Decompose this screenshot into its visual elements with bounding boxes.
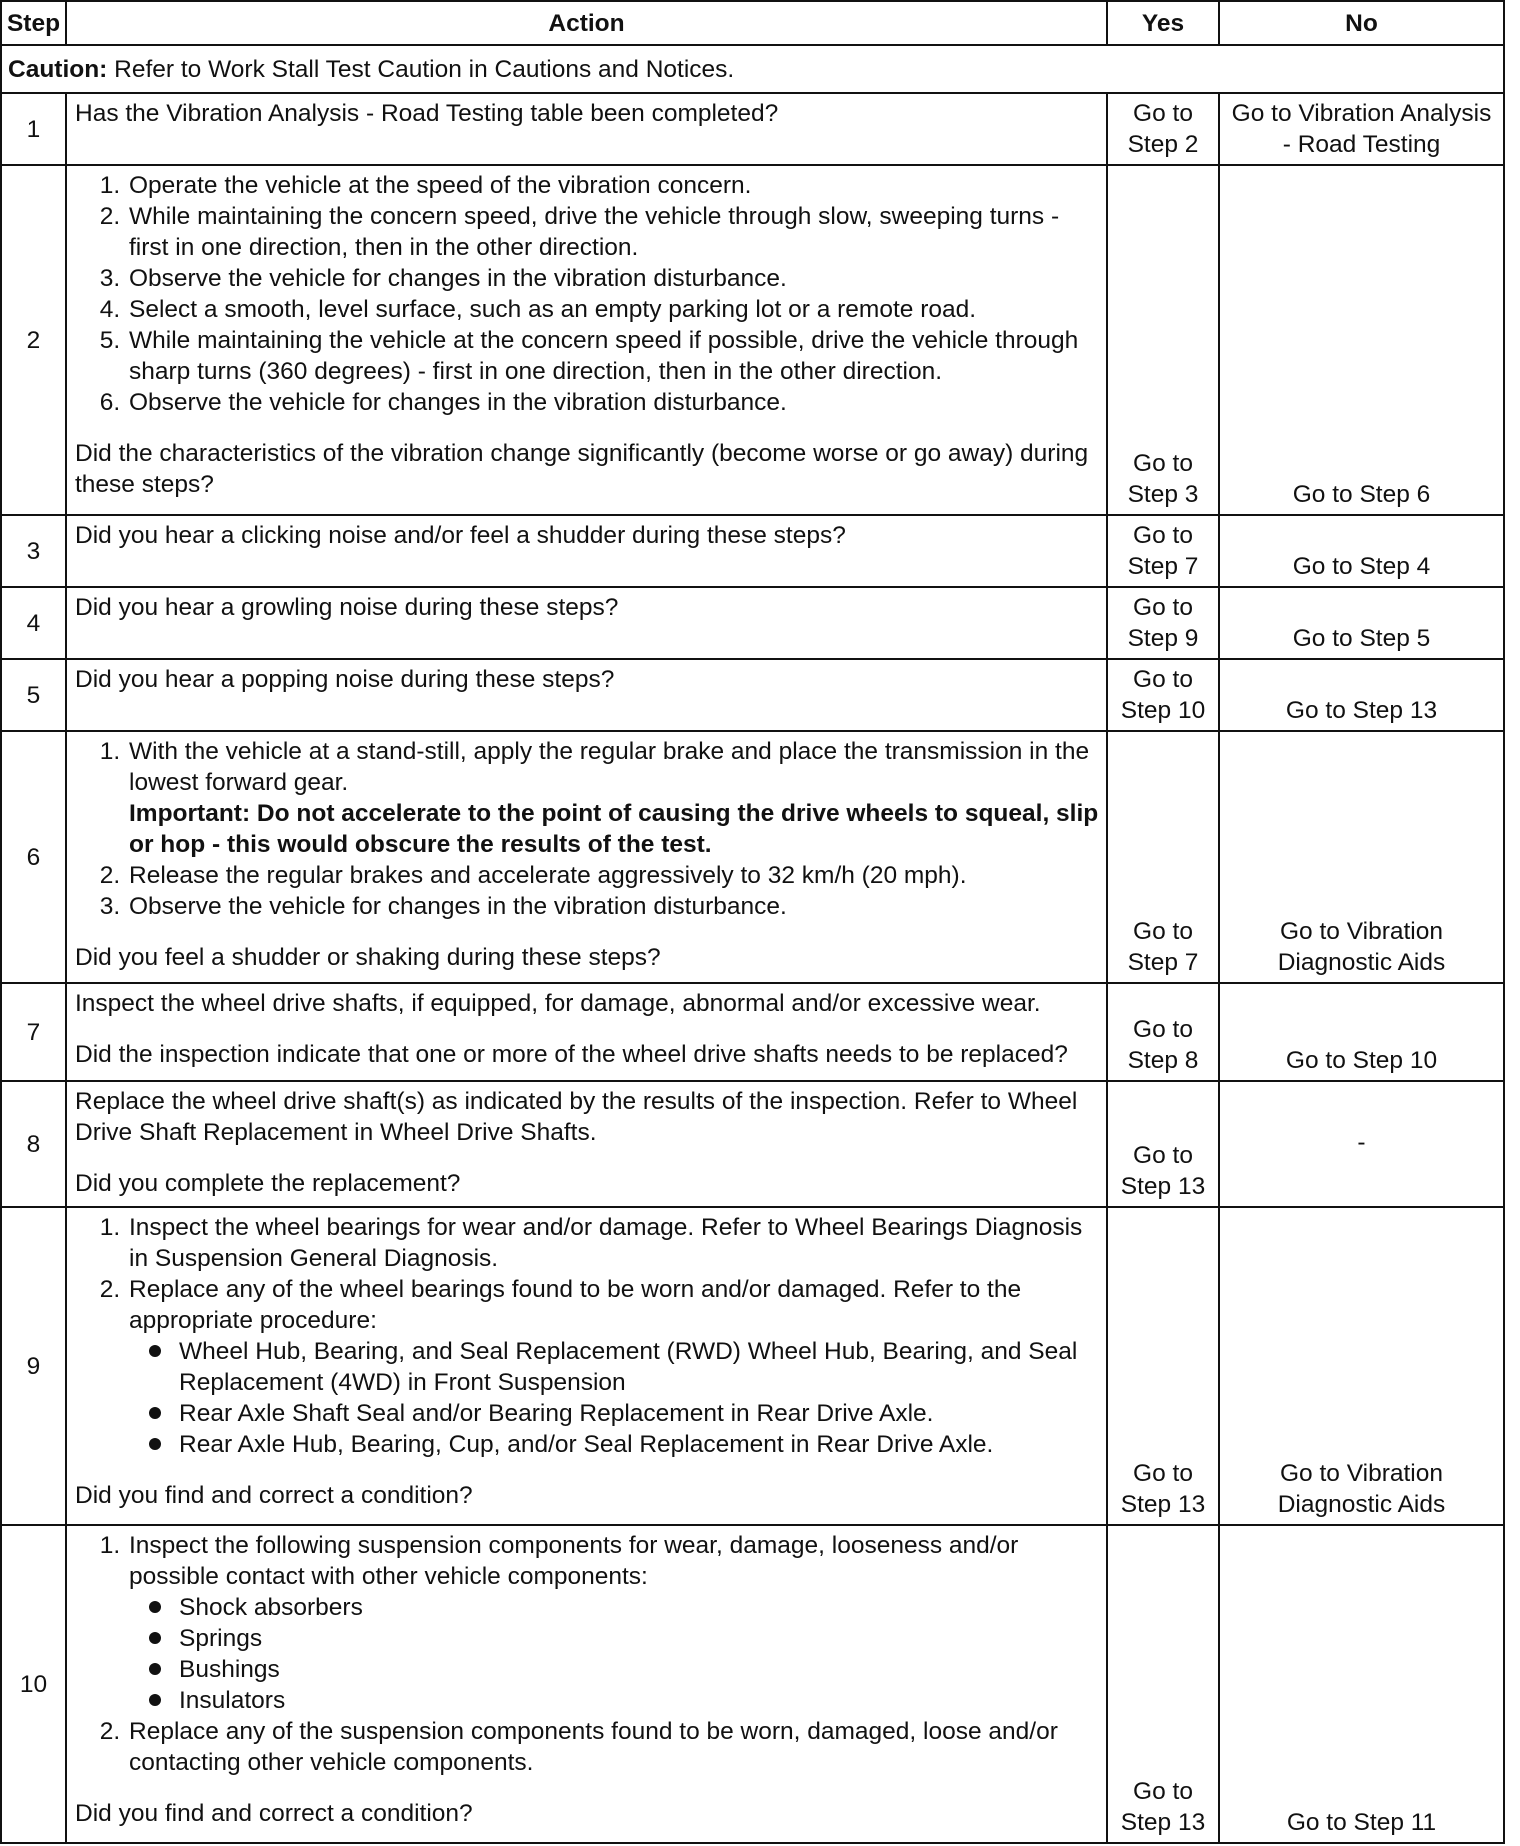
no-text: Go to Step 6 xyxy=(1292,481,1431,508)
bullet-item: Rear Axle Shaft Seal and/or Bearing Replacement in Rear Drive Axle. xyxy=(179,1398,1100,1429)
list-item xyxy=(127,1530,1100,1716)
list-item: 6. Observe the vehicle for changes in the vibration disturbance. xyxy=(127,387,1100,418)
header-yes: Yes xyxy=(1107,1,1219,45)
yes-text: Go to xyxy=(1133,594,1193,621)
list-item xyxy=(127,736,1100,860)
step-number: 9 xyxy=(1,1207,66,1525)
yes-text: Step 13 xyxy=(1120,1809,1206,1836)
yes-text: Go to xyxy=(1133,666,1193,693)
step-number: 7 xyxy=(1,983,66,1081)
bullet-list xyxy=(129,1336,1100,1460)
list-item: 1. Inspect the wheel bearings for wear and/or damage. Refer to Wheel Bearings Diagnosis in Suspension General Diagnosis. xyxy=(127,1212,1100,1274)
caution-row xyxy=(1,45,1504,93)
yes-text: Go to xyxy=(1133,1142,1193,1169)
list-item xyxy=(127,1274,1100,1460)
yes-text: Go to xyxy=(1133,918,1193,945)
no-cell xyxy=(1219,731,1504,983)
no-cell xyxy=(1219,1525,1504,1843)
yes-text: Go to xyxy=(1133,522,1193,549)
question-text: Did you hear a clicking noise and/or feel a shudder during these steps? xyxy=(75,522,846,549)
bullet-item: Wheel Hub, Bearing, and Seal Replacement (RWD) Wheel Hub, Bearing, and Seal Replacement (4WD) in Front Suspension xyxy=(179,1336,1100,1398)
header-action: Action xyxy=(66,1,1107,45)
no-text: Go to Vibration xyxy=(1280,918,1443,945)
no-text: Diagnostic Aids xyxy=(1277,1491,1446,1518)
header-no: No xyxy=(1219,1,1504,45)
list-item: 1. Operate the vehicle at the speed of the vibration concern. xyxy=(127,170,1100,201)
step-number: 1 xyxy=(1,93,66,165)
step-number: 5 xyxy=(1,659,66,731)
action-cell xyxy=(66,1525,1107,1843)
yes-cell xyxy=(1107,731,1219,983)
bullet-list xyxy=(129,1592,1100,1716)
bullet-item: Bushings xyxy=(179,1654,1100,1685)
no-cell xyxy=(1219,659,1504,731)
question-text: Did you hear a growling noise during these steps? xyxy=(75,594,619,621)
question-text: Did the characteristics of the vibration change significantly (become worse or go away) during these steps? xyxy=(75,440,1089,498)
list-item-text: Inspect the following suspension components for wear, damage, looseness and/or possible contact with other vehicle components: xyxy=(129,1532,1019,1590)
yes-cell xyxy=(1107,587,1219,659)
question-text: Did you find and correct a condition? xyxy=(75,1800,473,1827)
no-text: Go to Step 11 xyxy=(1286,1809,1437,1836)
no-text: Go to Step 5 xyxy=(1292,625,1431,652)
no-cell xyxy=(1219,587,1504,659)
action-cell xyxy=(66,659,1107,731)
yes-text: Step 9 xyxy=(1127,625,1199,652)
step-number: 4 xyxy=(1,587,66,659)
step-number: 10 xyxy=(1,1525,66,1843)
action-text: Replace the wheel drive shaft(s) as indicated by the results of the inspection. Refer to Wheel Drive Shaft Replacement in Wheel Drive Shafts. xyxy=(75,1088,1078,1146)
table-row xyxy=(1,1207,1504,1525)
no-text: Go to Vibration Analysis xyxy=(1231,100,1492,127)
yes-cell xyxy=(1107,1207,1219,1525)
list-item-text: Replace any of the wheel bearings found to be worn and/or damaged. Refer to the appropriate procedure: xyxy=(129,1276,1022,1334)
bullet-item: Springs xyxy=(179,1623,1100,1654)
table-row xyxy=(1,515,1504,587)
table-row xyxy=(1,93,1504,165)
header-step: Step xyxy=(1,1,66,45)
no-text: Go to Step 4 xyxy=(1292,553,1431,580)
yes-text: Go to xyxy=(1133,1016,1193,1043)
yes-text: Go to xyxy=(1133,1778,1193,1805)
yes-text: Go to xyxy=(1133,1460,1193,1487)
question-text: Did you complete the replacement? xyxy=(75,1170,461,1197)
no-text: - Road Testing xyxy=(1282,131,1441,158)
procedure-list xyxy=(75,170,1100,418)
table-row xyxy=(1,659,1504,731)
no-cell xyxy=(1219,983,1504,1081)
yes-cell xyxy=(1107,1525,1219,1843)
no-text: Go to Vibration xyxy=(1280,1460,1443,1487)
list-item: 2. Release the regular brakes and accelerate aggressively to 32 km/h (20 mph). xyxy=(127,860,1100,891)
no-cell xyxy=(1219,1207,1504,1525)
yes-text: Step 13 xyxy=(1120,1173,1206,1200)
list-item: 3. Observe the vehicle for changes in the vibration disturbance. xyxy=(127,263,1100,294)
yes-text: Step 8 xyxy=(1127,1047,1199,1074)
table-row xyxy=(1,1525,1504,1843)
bullet-item: Insulators xyxy=(179,1685,1100,1716)
question-text: Did you feel a shudder or shaking during these steps? xyxy=(75,944,661,971)
yes-cell xyxy=(1107,515,1219,587)
action-cell xyxy=(66,731,1107,983)
no-text: Go to Step 13 xyxy=(1285,697,1438,724)
no-text: Diagnostic Aids xyxy=(1277,949,1446,976)
yes-text: Step 7 xyxy=(1127,949,1199,976)
list-item: 2. Replace any of the suspension components found to be worn, damaged, loose and/or contacting other vehicle components. xyxy=(127,1716,1100,1778)
yes-cell xyxy=(1107,93,1219,165)
yes-text: Step 10 xyxy=(1120,697,1206,724)
action-cell xyxy=(66,983,1107,1081)
no-cell xyxy=(1219,515,1504,587)
list-item: 2. While maintaining the concern speed, drive the vehicle through slow, sweeping turns - first in one direction, then in the other direction. xyxy=(127,201,1100,263)
no-text: - xyxy=(1357,1128,1366,1156)
yes-cell xyxy=(1107,983,1219,1081)
list-item: 4. Select a smooth, level surface, such as an empty parking lot or a remote road. xyxy=(127,294,1100,325)
caution-text: Refer to Work Stall Test Caution in Cautions and Notices. xyxy=(107,55,735,83)
yes-text: Go to xyxy=(1133,100,1193,127)
bullet-item: Rear Axle Hub, Bearing, Cup, and/or Seal Replacement in Rear Drive Axle. xyxy=(179,1429,1100,1460)
table-row xyxy=(1,165,1504,515)
step-number: 8 xyxy=(1,1081,66,1207)
yes-text: Go to xyxy=(1133,450,1193,477)
yes-text: Step 13 xyxy=(1120,1491,1206,1518)
list-item: 3. Observe the vehicle for changes in the vibration disturbance. xyxy=(127,891,1100,922)
procedure-list xyxy=(75,736,1100,922)
procedure-list xyxy=(75,1212,1100,1460)
yes-cell xyxy=(1107,1081,1219,1207)
list-item: 5. While maintaining the vehicle at the concern speed if possible, drive the vehicle through sharp turns (360 degrees) - first in one direction, then in the other direction. xyxy=(127,325,1100,387)
action-cell xyxy=(66,93,1107,165)
question-text: Did the inspection indicate that one or more of the wheel drive shafts needs to be replaced? xyxy=(75,1041,1068,1068)
question-text: Did you find and correct a condition? xyxy=(75,1482,473,1509)
caution-cell xyxy=(1,45,1504,93)
yes-cell xyxy=(1107,165,1219,515)
table-row xyxy=(1,1081,1504,1207)
no-cell xyxy=(1219,1081,1504,1207)
no-cell xyxy=(1219,165,1504,515)
no-cell xyxy=(1219,93,1504,165)
important-note: Important: Do not accelerate to the point of causing the drive wheels to squeal, slip or hop - this would obscure the results of the test. xyxy=(129,800,1099,858)
action-cell xyxy=(66,165,1107,515)
header-row xyxy=(1,1,1504,45)
yes-text: Step 3 xyxy=(1127,481,1199,508)
action-cell xyxy=(66,587,1107,659)
action-cell xyxy=(66,1207,1107,1525)
question-text: Has the Vibration Analysis - Road Testing table been completed? xyxy=(75,100,779,127)
yes-text: Step 7 xyxy=(1127,553,1199,580)
step-number: 6 xyxy=(1,731,66,983)
table-row xyxy=(1,731,1504,983)
step-number: 3 xyxy=(1,515,66,587)
step-number: 2 xyxy=(1,165,66,515)
procedure-list xyxy=(75,1530,1100,1778)
list-item-text: With the vehicle at a stand-still, apply the regular brake and place the transmission in the lowest forward gear. xyxy=(129,738,1090,796)
table-row xyxy=(1,983,1504,1081)
caution-label: Caution: xyxy=(8,55,108,83)
yes-cell xyxy=(1107,659,1219,731)
question-text: Did you hear a popping noise during these steps? xyxy=(75,666,615,693)
yes-text: Step 2 xyxy=(1127,131,1199,158)
no-text: Go to Step 10 xyxy=(1285,1047,1438,1074)
bullet-item: Shock absorbers xyxy=(179,1592,1100,1623)
action-cell xyxy=(66,1081,1107,1207)
table-row xyxy=(1,587,1504,659)
action-text: Inspect the wheel drive shafts, if equipped, for damage, abnormal and/or excessive wear. xyxy=(75,990,1041,1017)
action-cell xyxy=(66,515,1107,587)
